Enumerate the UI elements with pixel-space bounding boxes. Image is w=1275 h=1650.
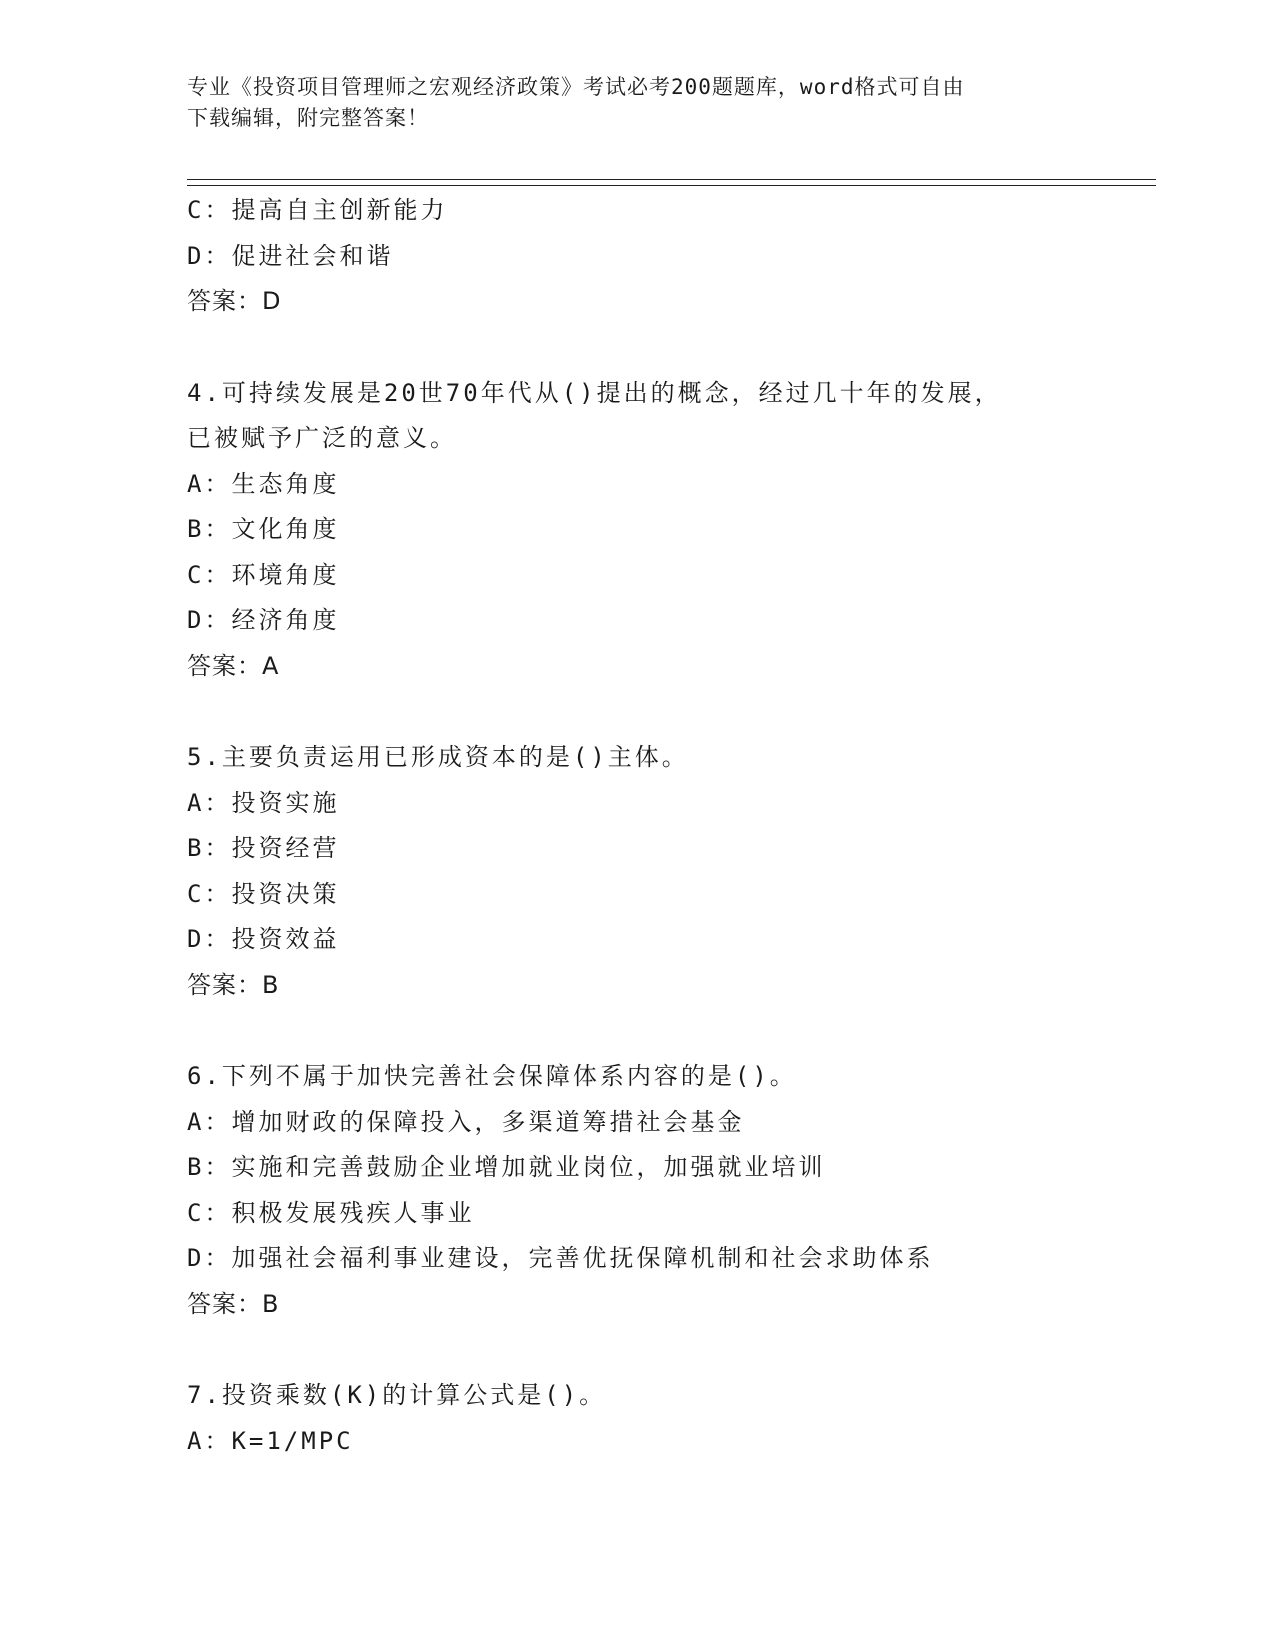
block-spacer (187, 1008, 1147, 1054)
block-spacer (187, 325, 1147, 371)
question-block-4 (187, 371, 1147, 690)
option-a: A：增加财政的保障投入，多渠道筹措社会基金 (187, 1107, 745, 1136)
option-d: D：加强社会福利事业建设，完善优抚保障机制和社会求助体系 (187, 1244, 934, 1272)
block-spacer (187, 1327, 1147, 1373)
option-a: A：生态角度 (187, 469, 340, 498)
header-divider (187, 179, 1156, 186)
answer-line: 答案：B (187, 1289, 280, 1318)
option-b: B：投资经营 (187, 834, 340, 862)
option-c: C：提高自主创新能力 (187, 196, 448, 224)
question-block-7 (187, 1373, 1147, 1464)
option-c: C：环境角度 (187, 560, 340, 589)
option-a: A：投资实施 (187, 788, 340, 817)
question-text: 5.主要负责运用已形成资本的是()主体。 (187, 743, 689, 771)
answer-line: 答案：A (187, 651, 280, 680)
question-text: 6.下列不属于加快完善社会保障体系内容的是()。 (187, 1062, 797, 1090)
question-list (187, 188, 1147, 1464)
option-d: D：投资效益 (187, 925, 340, 953)
answer-line: 答案：B (187, 970, 280, 999)
question-block-6 (187, 1054, 1147, 1327)
option-b: B：文化角度 (187, 515, 340, 543)
question-text: 7.投资乘数(K)的计算公式是()。 (187, 1381, 607, 1409)
question-text-cont: 已被赋予广泛的意义。 (187, 424, 457, 452)
header-line-1: 专业《投资项目管理师之宏观经济政策》考试必考200题题库，word格式可自由 (187, 75, 965, 99)
header-line-2: 下载编辑，附完整答案！ (187, 106, 429, 130)
option-c: C：投资决策 (187, 879, 340, 908)
option-d: D：促进社会和谐 (187, 241, 394, 270)
question-block-5 (187, 735, 1147, 1008)
question-block-3-partial (187, 188, 1147, 325)
document-header (187, 72, 1087, 134)
question-text: 4.可持续发展是20世70年代从()提出的概念，经过几十年的发展， (187, 378, 1002, 407)
option-b: B：实施和完善鼓励企业增加就业岗位，加强就业培训 (187, 1153, 826, 1181)
block-spacer (187, 689, 1147, 735)
option-c: C：积极发展残疾人事业 (187, 1198, 475, 1227)
option-a: A：K=1/MPC (187, 1426, 354, 1455)
answer-line: 答案：D (187, 287, 282, 315)
option-d: D：经济角度 (187, 606, 340, 634)
